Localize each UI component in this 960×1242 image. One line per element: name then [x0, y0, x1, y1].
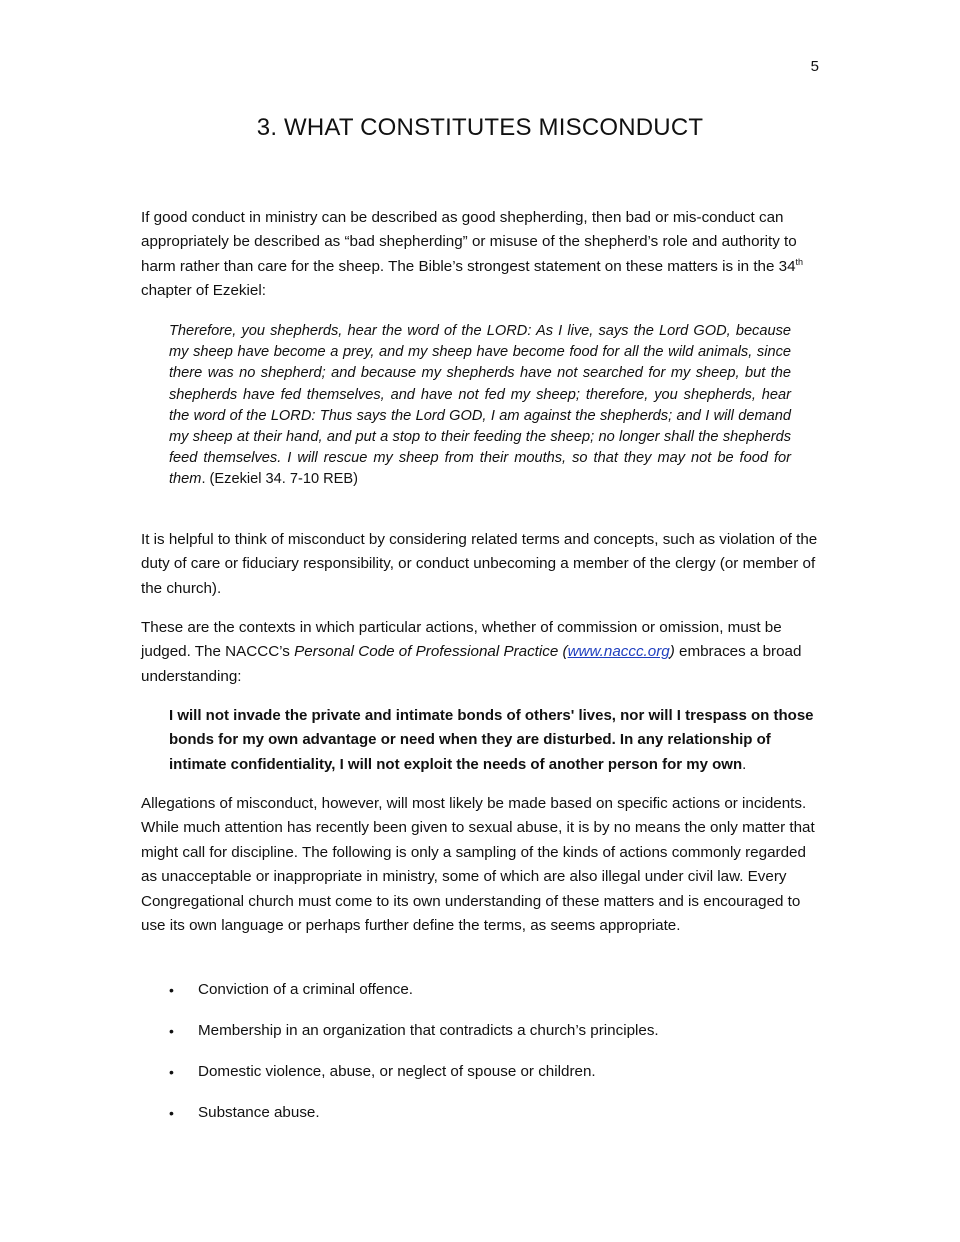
bullet-icon: •	[169, 982, 174, 998]
scripture-citation: . (Ezekiel 34. 7-10 REB)	[201, 471, 358, 488]
bullet-icon: •	[169, 1105, 174, 1121]
contexts-tail: embraces a broad understanding:	[141, 643, 802, 685]
misconduct-list	[141, 978, 821, 1142]
bullet-icon: •	[169, 1023, 174, 1039]
list-item	[141, 1101, 821, 1142]
allegations-paragraph: Allegations of misconduct, however, will most likely be made based on specific actions or incidents. While much attention has recently been given to sexual abuse, it is by no means the only matter that might call for discipline. The following is only a sampling of the kinds of actions commonly regarded as unacceptable or inappropriate in ministry, some of which are also illegal under civil law. Every Congregational church must come to its own understanding of these matters and is encouraged to use its own language or perhaps further define the terms, as seems appropriate.	[141, 795, 815, 935]
scripture-text: Therefore, you shepherds, hear the word of the LORD: As I live, says the Lord GOD, because my sheep have become a prey, and my sheep have become food for all the wild animals, since there was no shepherd; and because my shepherds have not searched for my sheep, but the shepherds have fed themselves, and have not fed my sheep; therefore, you shepherds, hear the word of the LORD: Thus says the Lord GOD, I am against the shepherds; and I will demand my sheep at their hand, and put a stop to their feeding the sheep; no longer shall the shepherds feed themselves. I will rescue my sheep from their mouths, so that they may not be food for them	[169, 323, 791, 488]
contexts-text: These are the contexts in which particular actions, whether of commission or omission, must be judged. The NACCC’s	[141, 619, 782, 661]
code-title-close: )	[669, 643, 675, 661]
list-item-text: Substance abuse.	[198, 1104, 320, 1121]
related-terms-paragraph: It is helpful to think of misconduct by considering related terms and concepts, such as violation of the duty of care or fiduciary responsibility, or conduct unbecoming a member of the clergy (or member of the church).	[141, 531, 818, 597]
naccc-link[interactable]: www.naccc.org	[567, 643, 670, 661]
scripture-quote	[169, 321, 791, 491]
list-item-text: Domestic violence, abuse, or neglect of spouse or children.	[198, 1063, 596, 1080]
page-number: 5	[810, 58, 819, 75]
intro-tail: chapter of Ezekiel:	[141, 282, 266, 300]
list-item-text: Conviction of a criminal offence.	[198, 981, 413, 998]
contexts-paragraph	[141, 616, 821, 689]
intro-paragraph	[141, 206, 821, 304]
code-title: Personal Code of Professional Practice (	[294, 643, 568, 661]
list-item-text: Membership in an organization that contradicts a church’s principles.	[198, 1022, 659, 1039]
list-item	[141, 1019, 821, 1060]
page-title: 3. WHAT CONSTITUTES MISCONDUCT	[256, 114, 704, 141]
code-quote-end: .	[742, 755, 747, 773]
ordinal-suffix: th	[795, 256, 804, 267]
intro-text: If good conduct in ministry can be described as good shepherding, then bad or mis-conduct can appropriately be described as “bad shepherding” or misuse of the shepherd’s role and authority to harm rather than care for the sheep. The Bible’s strongest statement on these matters is in the 34	[141, 209, 797, 275]
bullet-icon: •	[169, 1064, 174, 1080]
code-quote	[169, 704, 819, 777]
code-quote-text: I will not invade the private and intimate bonds of others' lives, nor will I trespass on those bonds for my own advantage or need when they are disturbed. In any relationship of intimate confidentiality, I will not exploit the needs of another person for my own	[169, 707, 814, 773]
list-item	[141, 978, 821, 1019]
list-item	[141, 1060, 821, 1101]
